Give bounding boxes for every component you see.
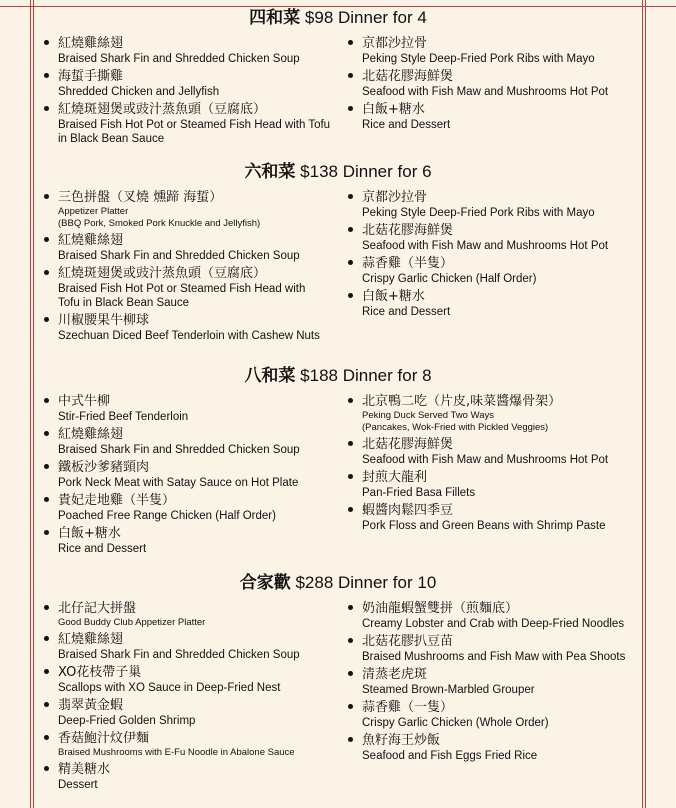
bullet-icon [44,317,49,322]
dish-name-en: Crispy Garlic Chicken (Half Order) [362,273,537,285]
bullet-icon [44,669,49,674]
bullet-icon [44,106,49,111]
right-column [348,35,648,132]
dish-name-zh: 白飯+糖水 [58,526,121,541]
bullet-icon [44,40,49,45]
dish-name-zh: 紅燒雞絲翅 [58,233,124,248]
dish-name-en: Rice and Dessert [362,306,451,318]
section-title-en: $138 Dinner for 6 [300,162,432,181]
menu-item [348,666,648,697]
bullet-icon [44,194,49,199]
dish-name-en: Steamed Brown-Marbled Grouper [362,684,535,696]
menu-section-dinner-for-4 [0,8,676,145]
bullet-icon [348,73,353,78]
section-title-zh: 八和菜 [244,366,296,386]
bullet-icon [44,605,49,610]
dish-name-zh: 北菇花膠海鮮煲 [362,69,454,84]
menu-item [44,265,334,310]
menu-item [44,631,334,662]
dish-name-en: Dessert [58,779,98,791]
bullet-icon [44,636,49,641]
menu-item [44,459,334,490]
dish-name-en: Scallops with XO Sauce in Deep-Fried Nest [58,682,281,694]
menu-item [348,189,648,220]
dish-name-en: Braised Shark Fin and Shredded Chicken Soup [58,250,300,262]
dish-name-zh: 蒜香雞（一隻） [362,700,454,715]
dish-name-zh: 蒜香雞（半隻） [362,256,454,271]
dish-name-en: Braised Shark Fin and Shredded Chicken Soup [58,649,300,661]
right-column [348,393,648,533]
left-column [44,35,334,146]
dish-name-en: Creamy Lobster and Crab with Deep-Fried Noodles [362,618,625,630]
menu-item [44,664,334,695]
left-column [44,600,334,792]
dish-name-zh: 鐵板沙爹豬頸肉 [58,460,150,475]
bullet-icon [44,702,49,707]
bullet-icon [348,638,353,643]
menu-item [348,288,648,319]
dish-name-zh: 清蒸老虎斑 [362,667,428,682]
dish-name-zh: 北京鴨二吃（片皮,味菜醬爆骨架） [362,394,562,409]
dish-name-en: Seafood with Fish Maw and Mushrooms Hot Pot [362,240,609,252]
dish-name-en: Seafood with Fish Maw and Mushrooms Hot Pot [362,86,609,98]
dish-name-zh: 貴妃走地雞（半隻） [58,493,176,508]
bullet-icon [44,237,49,242]
menu-item [348,436,648,467]
menu-item [348,222,648,253]
dish-name-zh: 海蜇手撕雞 [58,69,124,84]
right-column [348,600,648,763]
bullet-icon [44,431,49,436]
menu-item [44,393,334,424]
menu-item [44,35,334,66]
dish-name-zh: 奶油龍蝦蟹雙拼（煎麵底） [362,601,519,616]
dish-name-zh: XO花枝帶子巢 [58,665,142,680]
menu-item [348,255,648,286]
dish-name-en: Pork Neck Meat with Satay Sauce on Hot Plate [58,477,299,489]
top-border [0,0,676,7]
dish-name-en: Braised Fish Hot Pot or Steamed Fish Head with Tofu [58,119,331,131]
dish-name-zh: 魚籽海王炒飯 [362,733,441,748]
menu-item [348,699,648,730]
bullet-icon [348,260,353,265]
menu-item [348,469,648,500]
dish-name-en: Good Buddy Club Appetizer Platter [58,617,206,628]
bullet-icon [348,293,353,298]
menu-item [44,312,334,343]
dish-name-zh: 精美糖水 [58,762,111,777]
dish-name-zh: 川椒腰果牛柳球 [58,313,150,328]
menu-item [348,732,648,763]
left-border-inner [33,0,34,808]
menu-item [44,761,334,792]
menu-item [348,502,648,533]
dish-name-en: Braised Fish Hot Pot or Steamed Fish Head with [58,283,306,295]
menu-item [44,189,334,230]
menu-item [44,525,334,556]
dish-name-en-line2: (BBQ Pork, Smoked Pork Knuckle and Jellyfish) [58,218,261,229]
dish-name-zh: 白飯+糖水 [362,102,425,117]
bullet-icon [348,704,353,709]
menu-item [44,492,334,523]
menu-item [348,101,648,132]
left-column [44,189,334,343]
bullet-icon [44,497,49,502]
menu-item [44,68,334,99]
section-title-zh: 六和菜 [244,162,296,182]
dish-name-en-line2: Tofu in Black Bean Sauce [58,297,190,309]
section-title-en: $188 Dinner for 8 [300,366,432,385]
dish-name-en: Seafood and Fish Eggs Fried Rice [362,750,538,762]
menu-item [44,697,334,728]
dish-name-en: Szechuan Diced Beef Tenderloin with Cashew Nuts [58,330,320,342]
dish-name-zh: 蝦醬肉鬆四季豆 [362,503,454,518]
menu-section-dinner-for-8 [0,366,676,555]
dish-name-en: Peking Style Deep-Fried Pork Ribs with Mayo [362,207,595,219]
dish-name-zh: 北菇花膠海鮮煲 [362,223,454,238]
section-title [0,366,676,386]
bullet-icon [348,507,353,512]
dish-name-en: Peking Duck Served Two Ways [362,410,494,421]
bullet-icon [348,605,353,610]
dish-name-zh: 北菇花膠扒豆苗 [362,634,454,649]
dish-name-zh: 香菇鮑汁炆伊麵 [58,731,150,746]
dish-name-en: Braised Shark Fin and Shredded Chicken Soup [58,444,300,456]
dish-name-zh: 白飯+糖水 [362,289,425,304]
dish-name-en: Deep-Fried Golden Shrimp [58,715,196,727]
bullet-icon [44,464,49,469]
dish-name-en: Peking Style Deep-Fried Pork Ribs with Mayo [362,53,595,65]
bullet-icon [348,40,353,45]
section-title [0,8,676,28]
section-title-zh: 合家歡 [239,573,291,593]
dish-name-en-line2: (Pancakes, Wok-Fried with Pickled Veggies) [362,422,549,433]
dish-name-en: Pan-Fried Basa Fillets [362,487,476,499]
section-title-en: $288 Dinner for 10 [295,573,437,592]
menu-item [44,730,334,759]
bullet-icon [44,530,49,535]
dish-name-en: Poached Free Range Chicken (Half Order) [58,510,276,522]
menu-item [348,68,648,99]
menu-item [348,600,648,631]
dish-name-zh: 紅燒斑翅煲或豉汁蒸魚頭（豆腐底） [58,102,267,117]
dish-name-zh: 紅燒雞絲翅 [58,36,124,51]
section-title-en: $98 Dinner for 4 [304,8,427,27]
menu-section-dinner-for-6 [0,162,676,342]
dish-name-zh: 京都沙拉骨 [362,190,428,205]
menu-item [44,232,334,263]
dish-name-en: Crispy Garlic Chicken (Whole Order) [362,717,549,729]
dish-name-zh: 紅燒雞絲翅 [58,632,124,647]
bullet-icon [44,735,49,740]
dish-name-zh: 紅燒斑翅煲或豉汁蒸魚頭（豆腐底） [58,266,267,281]
menu-item [348,633,648,664]
dish-name-zh: 北菇花膠海鮮煲 [362,437,454,452]
dish-name-en: Braised Shark Fin and Shredded Chicken Soup [58,53,300,65]
dish-name-en: Braised Mushrooms and Fish Maw with Pea Shoots [362,651,626,663]
dish-name-en: Rice and Dessert [362,119,451,131]
dish-name-en: Rice and Dessert [58,543,147,555]
section-title-zh: 四和菜 [249,8,301,28]
dish-name-en: Appetizer Platter [58,206,129,217]
dish-name-en: Braised Mushrooms with E-Fu Noodle in Abalone Sauce [58,747,295,758]
menu-item [44,101,334,146]
bullet-icon [44,766,49,771]
left-column [44,393,334,556]
dish-name-zh: 三色拼盤（叉燒 燻蹄 海蜇） [58,190,223,205]
bullet-icon [44,270,49,275]
bullet-icon [348,227,353,232]
right-column [348,189,648,319]
bullet-icon [348,671,353,676]
menu-item [348,393,648,434]
dish-name-en: Pork Floss and Green Beans with Shrimp Paste [362,520,606,532]
section-title [0,162,676,182]
section-title [0,573,676,593]
menu-item [44,426,334,457]
dish-name-zh: 封煎大龍利 [362,470,428,485]
dish-name-zh: 紅燒雞絲翅 [58,427,124,442]
left-border [30,0,31,808]
bullet-icon [348,737,353,742]
menu-section-dinner-for-10 [0,573,676,791]
dish-name-zh: 北仔記大拼盤 [58,601,137,616]
dish-name-en: Seafood with Fish Maw and Mushrooms Hot Pot [362,454,609,466]
menu-item [44,600,334,629]
bullet-icon [348,398,353,403]
dish-name-en: Stir-Fried Beef Tenderloin [58,411,189,423]
menu-item [348,35,648,66]
bullet-icon [348,194,353,199]
dish-name-zh: 中式牛柳 [58,394,111,409]
dish-name-zh: 翡翠黃金蝦 [58,698,124,713]
dish-name-en-line2: in Black Bean Sauce [58,133,165,145]
dish-name-zh: 京都沙拉骨 [362,36,428,51]
bullet-icon [44,73,49,78]
bullet-icon [348,474,353,479]
bullet-icon [348,106,353,111]
dish-name-en: Shredded Chicken and Jellyfish [58,86,220,98]
bullet-icon [348,441,353,446]
bullet-icon [44,398,49,403]
